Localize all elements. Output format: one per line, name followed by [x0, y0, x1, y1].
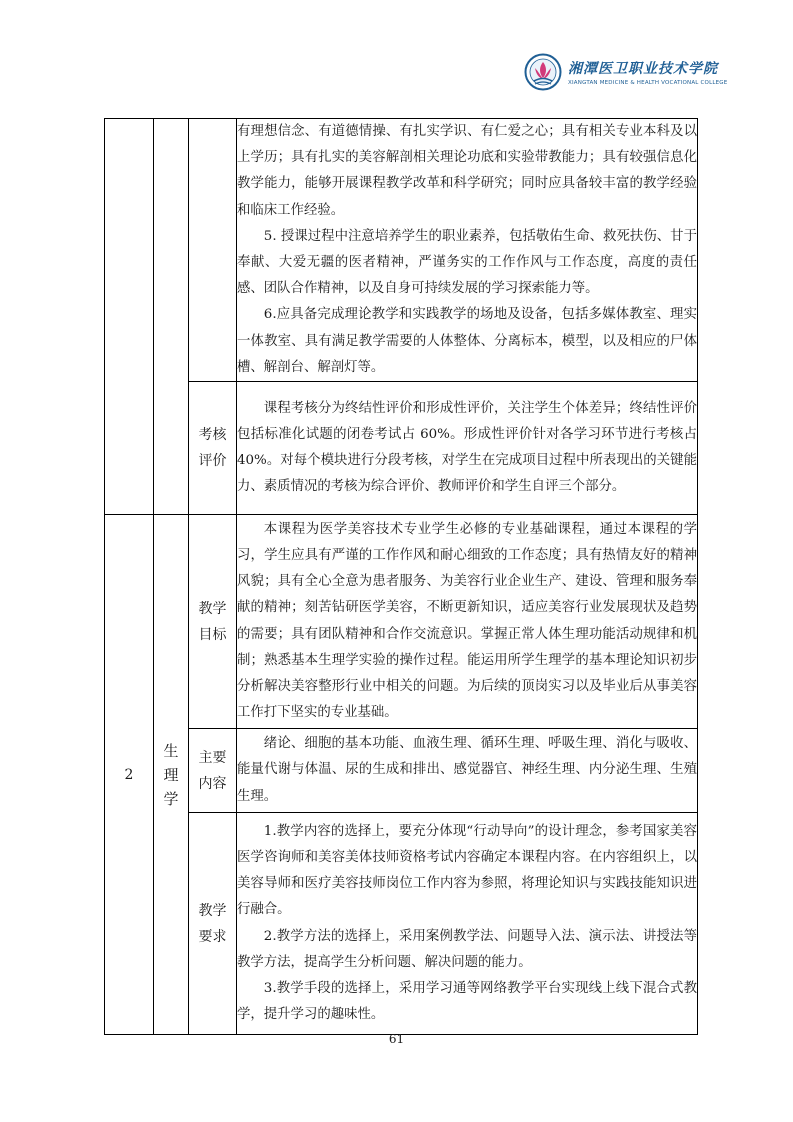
- label-line: 评价: [198, 453, 227, 470]
- assessment-paragraph: 课程考核分为终结性评价和形成性评价，关注学生个体差异；终结性评价包括标准化试题的闭卷考试占 60%。形成性评价针对各学习环节进行考核占 40%。对每个模块进行分段考核，对学生在完成项目过程中所表现出的关键能力、素质情况的考核为综合评价、教师评价和学生自评三个部分。: [237, 400, 697, 495]
- table-row: [105, 813, 698, 1035]
- label-line: 主要: [198, 749, 227, 766]
- course-name-cell: [154, 119, 189, 515]
- course-number-cell: 2: [105, 515, 154, 1035]
- college-name-en: XIANGTAN MEDICINE & HEALTH VOCATIONAL COLLEGE: [568, 80, 728, 86]
- page-number: 61: [388, 1032, 405, 1046]
- requirements-paragraph: 2.教学方法的选择上，采用案例教学法、问题导入法、演示法、讲授法等教学方法，提高学生分析问题、解决问题的能力。: [237, 928, 697, 970]
- table-row: [105, 729, 698, 813]
- assessment-content: [237, 382, 698, 515]
- main-content-text: [237, 729, 698, 813]
- college-name-cn: 湘潭医卫职业技术学院: [568, 61, 718, 77]
- table-row: [105, 515, 698, 729]
- course-table: [104, 118, 698, 1035]
- label-line: 教学: [198, 600, 227, 617]
- requirements-paragraph: 1.教学内容的选择上，要充分体现“行动导向”的设计理念，参考国家美容医学咨询师和美容美体技师资格考试内容确定本课程内容。在内容组织上，以美容导师和医疗美容技师岗位工作内容为参照，将理论知识与实践技能知识进行融合。: [237, 823, 697, 918]
- course-name-char: 生: [163, 741, 179, 760]
- objectives-content: [237, 515, 698, 729]
- label-line: 教学: [198, 902, 227, 919]
- label-line: 考核: [198, 427, 227, 444]
- continued-paragraph: 6.应具备完成理论教学和实践教学的场地及设备，包括多媒体教室、理实一体教室、具有满足教学需要的人体整体、分离标本，模型，以及相应的尸体槽、解剖台、解剖灯等。: [237, 307, 697, 375]
- course-name-char: 理: [163, 765, 179, 784]
- label-line: 要求: [198, 928, 227, 945]
- table-row: [105, 382, 698, 515]
- course-name-cell: [154, 515, 189, 1035]
- college-logo: [524, 50, 734, 94]
- college-emblem-icon: [524, 53, 562, 91]
- requirements-content: [237, 813, 698, 1035]
- continued-paragraph: 有理想信念、有道德情操、有扎实学识、有仁爱之心；具有相关专业本科及以上学历；具有扎实的美容解剖相关理论功底和实验带教能力；具有较强信息化教学能力，能够开展课程教学改革和科学研究；同时应具备较丰富的教学经验和临床工作经验。: [237, 124, 697, 218]
- label-line: 目标: [198, 626, 227, 643]
- main-content-label: [189, 729, 237, 813]
- section-label-empty: [189, 119, 237, 382]
- assessment-label: [189, 382, 237, 515]
- label-line: 内容: [198, 775, 227, 792]
- objectives-paragraph: 本课程为医学美容技术专业学生必修的专业基础课程，通过本课程的学习，学生应具有严谨的工作作风和耐心细致的工作态度；具有热情友好的精神风貌；具有全心全意为患者服务、为美容行业企业生产、建设、管理和服务奉献的精神；刻苦钻研医学美容，不断更新知识，适应美容行业发展现状及趋势的需要；具有团队精神和合作交流意识。掌握正常人体生理功能活动规律和机制；熟悉基本生理学实验的操作过程。能运用所学生理学的基本理论知识初步分析解决美容整形行业中相关的问题。为后续的顶岗实习以及毕业后从事美容工作打下坚实的专业基础。: [237, 521, 697, 721]
- course-number-cell: [105, 119, 154, 515]
- continued-paragraph: 5. 授课过程中注意培养学生的职业素养，包括敬佑生命、救死扶伤、甘于奉献、大爱无疆的医者精神，严谨务实的工作作风与工作态度，高度的责任感、团队合作精神，以及自身可持续发展的学习探索能力等。: [237, 228, 697, 297]
- requirements-label: [189, 813, 237, 1035]
- table-row: [105, 119, 698, 382]
- objectives-label: [189, 515, 237, 729]
- main-content-paragraph: 绪论、细胞的基本功能、血液生理、循环生理、呼吸生理、消化与吸收、能量代谢与体温、尿的生成和排出、感觉器官、神经生理、内分泌生理、生殖生理。: [237, 736, 697, 804]
- requirements-paragraph: 3.教学手段的选择上，采用学习通等网络教学平台实现线上线下混合式教学，提升学习的趣味性。: [237, 980, 697, 1023]
- continued-content-cell: [237, 119, 698, 382]
- course-name-char: 学: [163, 789, 179, 808]
